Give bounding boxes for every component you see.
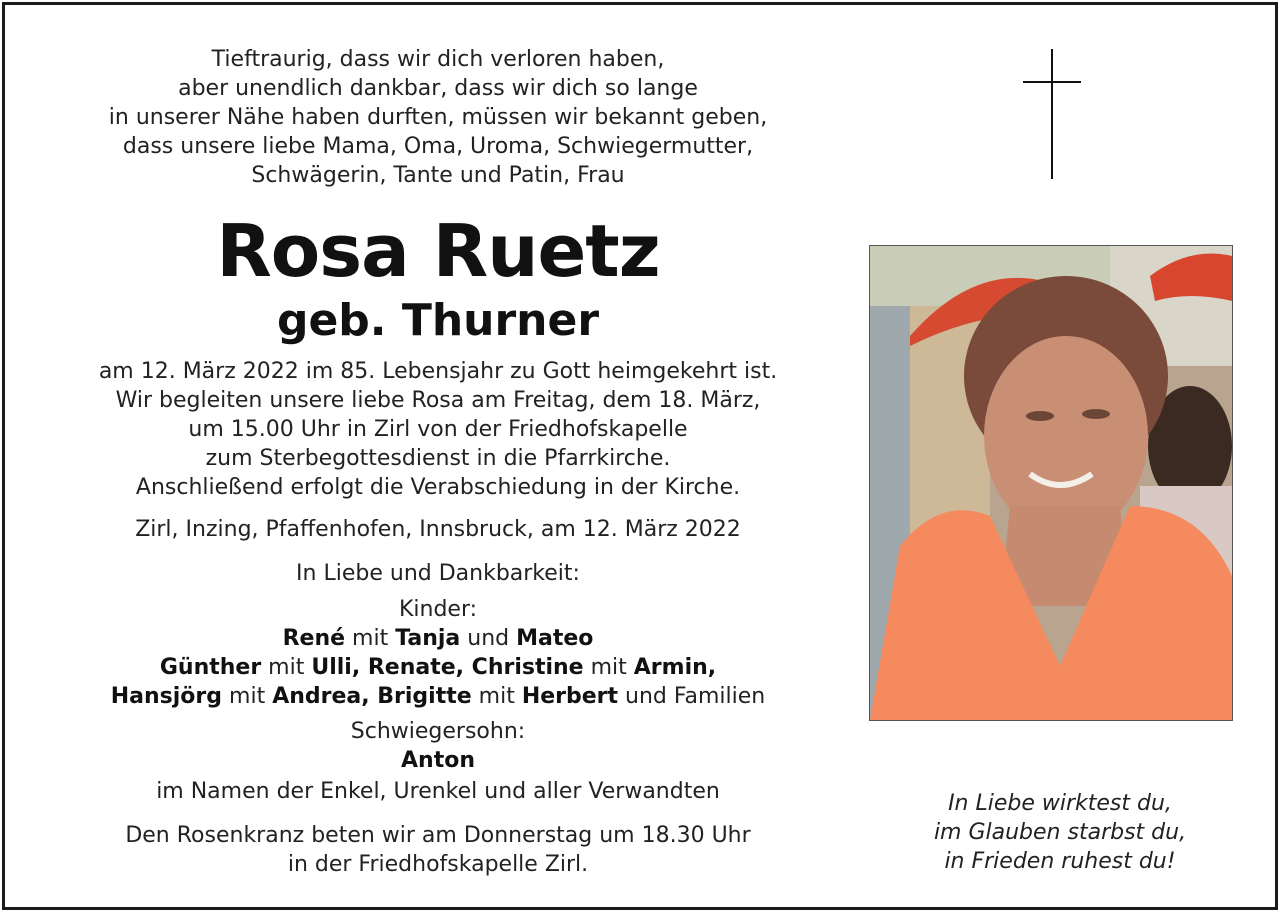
announcement-line: am 12. März 2022 im 85. Lebensjahr zu Gott heimgekehrt ist.: [98, 359, 778, 384]
place-date: Zirl, Inzing, Pfaffenhofen, Innsbruck, am 12. März 2022: [135, 517, 741, 542]
intro-line: in unserer Nähe haben durften, müssen wir bekannt geben,: [108, 105, 768, 130]
children-heading: Kinder:: [398, 597, 478, 622]
verse: [885, 789, 1235, 876]
portrait-photo: [869, 245, 1233, 721]
intro-line: aber unendlich dankbar, dass wir dich so lange: [178, 76, 698, 101]
child-name: René: [282, 626, 346, 651]
rosary-text: [5, 821, 871, 879]
announcement-line: Anschließend erfolgt die Verabschiedung in der Kirche.: [135, 475, 741, 500]
verse-line: In Liebe wirktest du,: [948, 791, 1172, 816]
son-in-law-heading: Schwiegersohn:: [350, 719, 526, 744]
connector: mit: [471, 684, 522, 709]
child-name: Günther: [159, 655, 262, 680]
grandchild-name: Mateo: [516, 626, 594, 651]
love-line: In Liebe und Dankbarkeit:: [296, 561, 580, 586]
intro-line: dass unsere liebe Mama, Oma, Uroma, Schwiegermutter,: [122, 134, 754, 159]
obituary-card: [2, 2, 1278, 910]
connector: und Familien: [618, 684, 766, 709]
announcement-line: zum Sterbegottesdienst in die Pfarrkirche.: [205, 446, 671, 471]
partner-name: Tanja: [395, 626, 461, 651]
child-name: Hansjörg: [110, 684, 223, 709]
connector: mit: [261, 655, 312, 680]
maiden-name: geb. Thurner: [276, 295, 600, 346]
children-line: [5, 653, 871, 682]
announcement-text: [5, 357, 871, 502]
deceased-name: Rosa Ruetz: [216, 209, 660, 293]
partner-names: Andrea, Brigitte: [272, 684, 472, 709]
children-line: [5, 624, 871, 653]
rosary-line: in der Friedhofskapelle Zirl.: [287, 852, 589, 877]
verse-line: im Glauben starbst du,: [933, 820, 1187, 845]
rosary-line: Den Rosenkranz beten wir am Donnerstag um 18.30 Uhr: [125, 823, 751, 848]
son-in-law-name: Anton: [401, 748, 475, 773]
intro-line: Tieftraurig, dass wir dich verloren haben,: [211, 47, 665, 72]
connector: mit: [345, 626, 396, 651]
intro-text: [5, 45, 871, 190]
partner-name: Armin,: [633, 655, 717, 680]
intro-line: Schwägerin, Tante und Patin, Frau: [251, 163, 625, 188]
connector: mit: [222, 684, 273, 709]
announcement-line: Wir begleiten unsere liebe Rosa am Freitag, dem 18. März,: [115, 388, 761, 413]
partner-names: Ulli, Renate, Christine: [311, 655, 584, 680]
children-line: [5, 682, 871, 711]
announcement-line: um 15.00 Uhr in Zirl von der Friedhofskapelle: [188, 417, 688, 442]
partner-name: Herbert: [521, 684, 619, 709]
connector: und: [460, 626, 517, 651]
connector: mit: [583, 655, 634, 680]
son-in-law-section: [5, 717, 871, 775]
children-section: [5, 595, 871, 711]
verse-line: in Frieden ruhest du!: [944, 849, 1176, 874]
relatives-line: im Namen der Enkel, Urenkel und aller Verwandten: [156, 779, 720, 804]
cross-icon: [1023, 49, 1081, 179]
